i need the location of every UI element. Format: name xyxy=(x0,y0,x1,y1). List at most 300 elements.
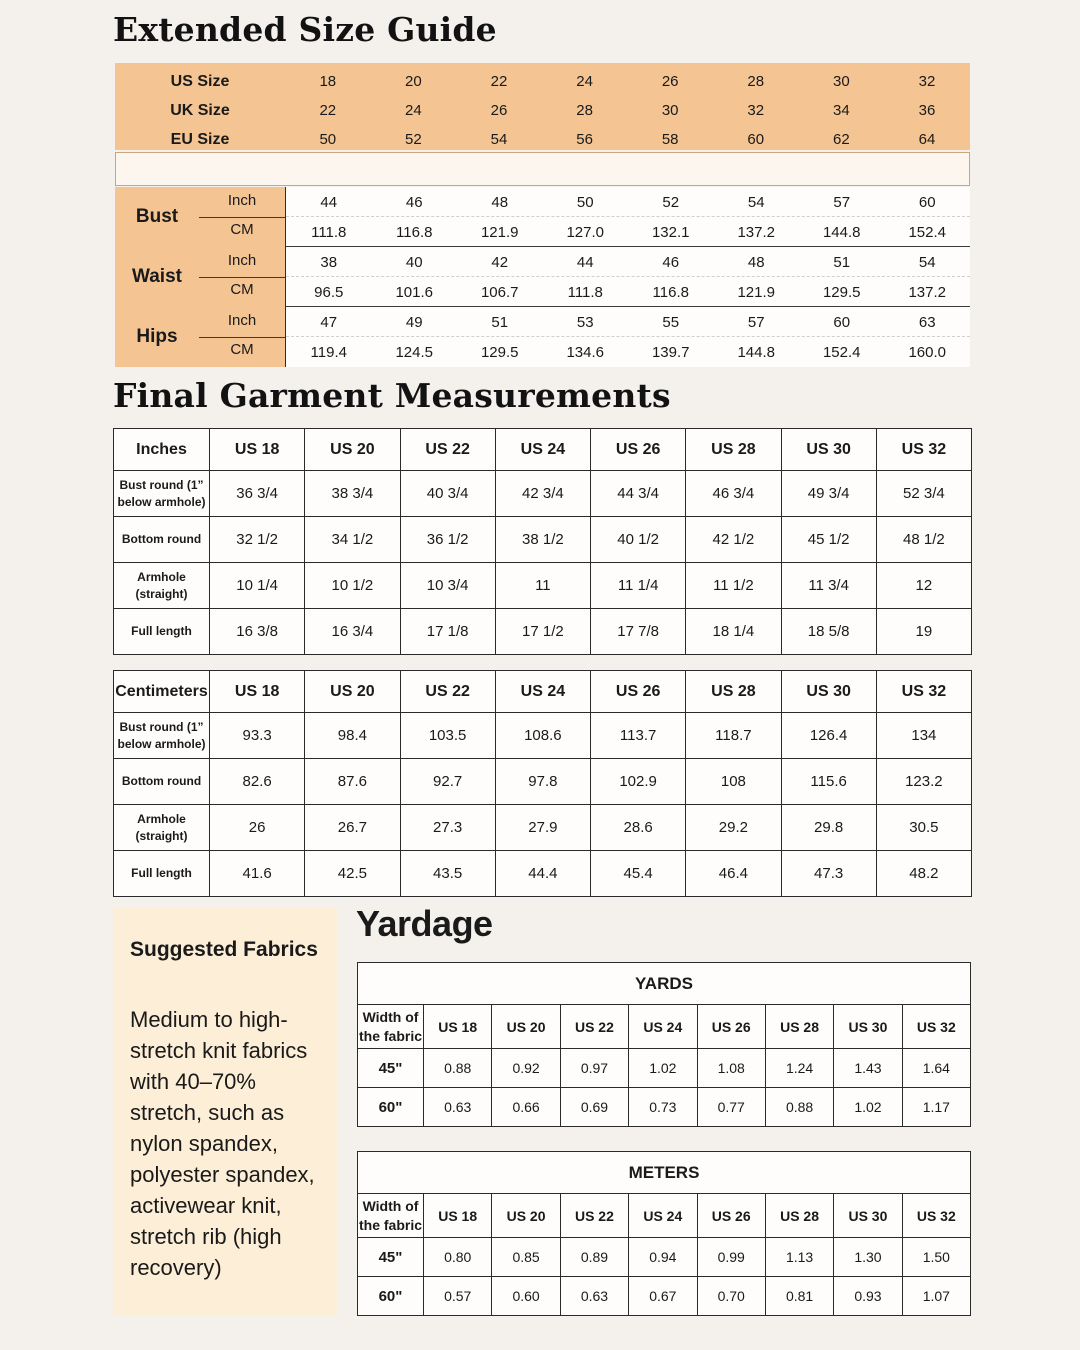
size-header: US 22 xyxy=(400,429,495,471)
header-row xyxy=(358,1194,971,1238)
measurement-cell: 27.9 xyxy=(495,805,590,851)
measurement-cell: 126.4 xyxy=(781,713,876,759)
measurement-cell: 44 3/4 xyxy=(591,471,686,517)
measurement-cell: 48 1/2 xyxy=(876,517,971,563)
measurement-cell: 34 1/2 xyxy=(305,517,400,563)
measurement-cell: 46.4 xyxy=(686,851,781,897)
measurement-cell: 10 1/4 xyxy=(210,563,305,609)
size-header: US 26 xyxy=(591,671,686,713)
row-label xyxy=(114,517,210,563)
yardage-cell: 0.85 xyxy=(492,1238,560,1277)
size-header: US 28 xyxy=(686,671,781,713)
yardage-cell: 1.64 xyxy=(902,1049,970,1088)
size-value: 30 xyxy=(661,102,679,119)
size-system-label: US Size xyxy=(170,72,230,90)
measurement-value: 54 xyxy=(747,193,765,211)
measurement-value: 111.8 xyxy=(311,223,347,241)
measurement-value: 48 xyxy=(491,193,509,211)
label-divider xyxy=(199,277,285,278)
yardage-cell: 1.13 xyxy=(765,1238,833,1277)
size-header: US 22 xyxy=(560,1005,628,1049)
measurement-cell: 18 5/8 xyxy=(781,609,876,655)
row-label xyxy=(114,713,210,759)
width-header-line2: the fabric xyxy=(358,1027,422,1044)
size-header: US 26 xyxy=(697,1194,765,1238)
unit-label-inch: Inch xyxy=(227,192,257,209)
size-header: US 18 xyxy=(424,1005,492,1049)
measurement-cell: 16 3/8 xyxy=(210,609,305,655)
measurement-cell: 10 1/2 xyxy=(305,563,400,609)
measurement-label-cell xyxy=(115,247,285,307)
fabric-width: 45" xyxy=(358,1238,424,1277)
yardage-cell: 0.97 xyxy=(560,1049,628,1088)
row-label xyxy=(114,759,210,805)
measurement-cell: 10 3/4 xyxy=(400,563,495,609)
measurement-cell: 36 3/4 xyxy=(210,471,305,517)
size-header: US 18 xyxy=(424,1194,492,1238)
table-row xyxy=(114,713,972,759)
measurement-value: 124.5 xyxy=(395,343,434,361)
measurement-value: 57 xyxy=(747,313,765,331)
yardage-cell: 1.17 xyxy=(902,1088,970,1127)
size-header: US 22 xyxy=(400,671,495,713)
measurement-cell: 11 1/4 xyxy=(591,563,686,609)
measurement-cell: 45 1/2 xyxy=(781,517,876,563)
yardage-cell: 0.57 xyxy=(424,1277,492,1316)
width-header xyxy=(358,1005,424,1049)
size-header: US 18 xyxy=(210,429,305,471)
size-guide-table xyxy=(115,63,970,367)
measurement-value: 96.5 xyxy=(314,283,344,301)
yardage-cell: 0.69 xyxy=(560,1088,628,1127)
measurement-value: 119.4 xyxy=(310,343,347,361)
body-measurements xyxy=(115,187,970,367)
size-value: 24 xyxy=(405,102,422,119)
measurement-cell: 44.4 xyxy=(495,851,590,897)
row-label-line2: below armhole) xyxy=(117,736,206,751)
measurement-cell: 102.9 xyxy=(591,759,686,805)
unit-label-inch: Inch xyxy=(227,312,257,329)
size-header: US 26 xyxy=(591,429,686,471)
measurement-cell: 40 3/4 xyxy=(400,471,495,517)
label-divider xyxy=(199,337,285,338)
measurement-cell: 47.3 xyxy=(781,851,876,897)
measurement-cell: 16 3/4 xyxy=(305,609,400,655)
measurement-cell: 32 1/2 xyxy=(210,517,305,563)
row-label-line1: Bottom round xyxy=(121,532,202,547)
garment-cm-table xyxy=(113,670,972,897)
measurement-value: 152.4 xyxy=(908,223,947,241)
measurement-value: 116.8 xyxy=(396,223,433,241)
measurement-cell: 36 1/2 xyxy=(400,517,495,563)
measurement-value: 46 xyxy=(662,253,680,271)
size-header: US 28 xyxy=(686,429,781,471)
table-row xyxy=(114,609,972,655)
measurement-value: 129.5 xyxy=(822,283,861,301)
yardage-cell: 0.60 xyxy=(492,1277,560,1316)
garment-inches-table xyxy=(113,428,972,655)
size-value: 34 xyxy=(833,102,850,119)
measurement-values xyxy=(285,307,970,367)
yardage-cell: 0.77 xyxy=(697,1088,765,1127)
yardage-title: Yardage xyxy=(356,903,493,944)
row-label-line2: below armhole) xyxy=(117,494,206,509)
measurement-cell: 26 xyxy=(210,805,305,851)
row-separator xyxy=(286,336,970,337)
measurement-value: 63 xyxy=(918,313,936,331)
measurement-value: 51 xyxy=(833,253,851,271)
size-header: US 20 xyxy=(305,671,400,713)
values-row-inch xyxy=(286,307,970,337)
header-row xyxy=(114,429,972,471)
size-value: 64 xyxy=(918,131,936,148)
measurement-cell: 29.2 xyxy=(686,805,781,851)
fabric-width: 60" xyxy=(358,1088,424,1127)
measurement-cell: 49 3/4 xyxy=(781,471,876,517)
measurement-value: 127.0 xyxy=(566,223,605,241)
size-value: 28 xyxy=(576,102,593,119)
size-header: US 32 xyxy=(876,429,971,471)
unit-label-cm: CM xyxy=(230,221,254,238)
table-row xyxy=(114,759,972,805)
measurement-value: 129.5 xyxy=(480,343,519,361)
measurement-value: 53 xyxy=(576,313,594,331)
size-value: 26 xyxy=(490,102,508,119)
table-row xyxy=(358,1277,971,1316)
row-label xyxy=(114,471,210,517)
measurement-value: 134.6 xyxy=(566,343,605,361)
size-value: 50 xyxy=(319,131,337,148)
measurement-value: 60 xyxy=(833,313,851,331)
row-label-line1: Armhole xyxy=(137,569,186,584)
size-header: US 28 xyxy=(765,1005,833,1049)
yardage-cell: 0.67 xyxy=(629,1277,697,1316)
table-caption: METERS xyxy=(358,1152,971,1194)
yardage-cell: 1.07 xyxy=(902,1277,970,1316)
meters-table xyxy=(357,1151,971,1316)
table-row xyxy=(114,805,972,851)
measurement-value: 121.9 xyxy=(737,283,776,301)
size-value: 28 xyxy=(747,73,765,90)
yardage-cell: 0.70 xyxy=(697,1277,765,1316)
size-value: 30 xyxy=(833,73,850,90)
measurement-name: Bust xyxy=(135,206,179,227)
measurement-cell: 41.6 xyxy=(210,851,305,897)
measurement-cell: 45.4 xyxy=(591,851,686,897)
yardage-cell: 0.80 xyxy=(424,1238,492,1277)
size-header: US 20 xyxy=(305,429,400,471)
yardage-cell: 1.02 xyxy=(834,1088,902,1127)
table-row xyxy=(114,471,972,517)
measurement-value: 42 xyxy=(491,253,509,271)
measurement-cell: 97.8 xyxy=(495,759,590,805)
measurement-value: 144.8 xyxy=(822,223,861,241)
header-row xyxy=(114,671,972,713)
size-header: US 20 xyxy=(492,1005,560,1049)
measurement-cell: 115.6 xyxy=(781,759,876,805)
yardage-cell: 0.94 xyxy=(629,1238,697,1277)
table-row xyxy=(358,1049,971,1088)
measurement-value: 47 xyxy=(320,313,338,331)
row-label xyxy=(114,805,210,851)
size-header: US 18 xyxy=(210,671,305,713)
size-header: US 20 xyxy=(492,1194,560,1238)
size-conversion-row xyxy=(115,96,970,125)
yardage-cell: 0.73 xyxy=(629,1088,697,1127)
measurement-value: 40 xyxy=(405,253,423,271)
measurement-cell: 30.5 xyxy=(876,805,971,851)
yardage-cell: 1.43 xyxy=(834,1049,902,1088)
yardage-cell: 1.24 xyxy=(765,1049,833,1088)
yardage-cell: 0.88 xyxy=(765,1088,833,1127)
measurement-cell: 11 1/2 xyxy=(686,563,781,609)
measurement-cell: 123.2 xyxy=(876,759,971,805)
measurement-cell: 92.7 xyxy=(400,759,495,805)
measurement-value: 57 xyxy=(833,193,851,211)
yardage-cell: 1.08 xyxy=(697,1049,765,1088)
yardage-cell: 1.50 xyxy=(902,1238,970,1277)
values-row-cm xyxy=(286,337,970,367)
size-value: 56 xyxy=(576,131,593,148)
measurement-cell: 38 1/2 xyxy=(495,517,590,563)
measurement-cell: 48.2 xyxy=(876,851,971,897)
measurement-group-bust xyxy=(115,187,970,247)
size-value: 36 xyxy=(918,102,936,119)
measurement-cell: 42 3/4 xyxy=(495,471,590,517)
yards-table xyxy=(357,962,971,1127)
measurement-cell: 82.6 xyxy=(210,759,305,805)
measurement-cell: 103.5 xyxy=(400,713,495,759)
measurement-value: 51 xyxy=(491,313,509,331)
measurement-cell: 113.7 xyxy=(591,713,686,759)
measurement-label-cell xyxy=(115,307,285,367)
unit-header: Inches xyxy=(114,429,210,471)
suggested-fabrics-title: Suggested Fabrics xyxy=(130,938,318,961)
measurement-cell: 27.3 xyxy=(400,805,495,851)
values-row-inch xyxy=(286,247,970,277)
measurement-group-hips xyxy=(115,307,970,367)
size-system-label: EU Size xyxy=(170,130,230,148)
measurement-cell: 29.8 xyxy=(781,805,876,851)
measurement-cell: 17 1/2 xyxy=(495,609,590,655)
measurement-value: 54 xyxy=(918,253,936,271)
measurement-cell: 11 3/4 xyxy=(781,563,876,609)
size-value: 52 xyxy=(405,131,422,148)
measurement-cell: 40 1/2 xyxy=(591,517,686,563)
header-row xyxy=(358,1005,971,1049)
yardage-cell: 0.66 xyxy=(492,1088,560,1127)
measurement-value: 52 xyxy=(662,193,680,211)
yardage-cell: 1.02 xyxy=(629,1049,697,1088)
width-header-line1: Width of xyxy=(362,1009,419,1026)
size-value: 22 xyxy=(490,73,508,90)
row-label xyxy=(114,563,210,609)
values-row-cm xyxy=(286,277,970,307)
table-row xyxy=(358,1238,971,1277)
yardage-cell: 0.88 xyxy=(424,1049,492,1088)
row-label-line1: Armhole xyxy=(137,811,186,826)
measurement-name: Waist xyxy=(132,266,182,287)
measurement-cell: 11 xyxy=(495,563,590,609)
caption-row xyxy=(358,1152,971,1194)
measurement-cell: 19 xyxy=(876,609,971,655)
fabric-width: 60" xyxy=(358,1277,424,1316)
label-divider xyxy=(199,217,285,218)
size-value: 24 xyxy=(576,73,593,90)
unit-header: Centimeters xyxy=(114,671,210,713)
measurement-value: 44 xyxy=(320,193,338,211)
size-header: US 28 xyxy=(765,1194,833,1238)
table-row xyxy=(114,851,972,897)
measurement-cell: 87.6 xyxy=(305,759,400,805)
fabric-width: 45" xyxy=(358,1049,424,1088)
measurement-value: 44 xyxy=(576,253,594,271)
size-header: US 24 xyxy=(629,1005,697,1049)
size-value: 54 xyxy=(490,131,508,148)
row-label xyxy=(114,851,210,897)
measurement-cell: 42.5 xyxy=(305,851,400,897)
size-value: 26 xyxy=(661,73,679,90)
measurement-cell: 93.3 xyxy=(210,713,305,759)
suggested-fabrics-panel xyxy=(113,908,337,1316)
measurement-cell: 18 1/4 xyxy=(686,609,781,655)
row-label-line1: Full length xyxy=(131,624,192,639)
measurement-cell: 108 xyxy=(686,759,781,805)
size-value: 58 xyxy=(661,131,679,148)
unit-label-inch: Inch xyxy=(227,252,257,269)
measurement-value: 144.8 xyxy=(737,343,776,361)
measurement-cell: 43.5 xyxy=(400,851,495,897)
measurement-group-waist xyxy=(115,247,970,307)
measurement-cell: 42 1/2 xyxy=(686,517,781,563)
size-value: 32 xyxy=(918,73,936,90)
measurement-values xyxy=(285,247,970,307)
measurement-value: 49 xyxy=(405,313,423,331)
size-header: US 32 xyxy=(876,671,971,713)
row-label-line1: Bust round (1” xyxy=(119,719,204,734)
measurement-value: 137.2 xyxy=(737,223,776,241)
size-header: US 26 xyxy=(697,1005,765,1049)
unit-label-cm: CM xyxy=(230,281,254,298)
measurement-value: 55 xyxy=(662,313,680,331)
measurement-label-cell xyxy=(115,187,285,247)
yardage-cell: 0.89 xyxy=(560,1238,628,1277)
measurement-cell: 118.7 xyxy=(686,713,781,759)
row-separator xyxy=(286,216,970,217)
measurement-cell: 46 3/4 xyxy=(686,471,781,517)
final-garment-measurements-title: Final Garment Measurements xyxy=(113,376,671,415)
measurement-value: 48 xyxy=(747,253,765,271)
measurement-name: Hips xyxy=(136,326,178,347)
measurement-value: 139.7 xyxy=(651,343,690,361)
measurement-cell: 28.6 xyxy=(591,805,686,851)
measurement-values xyxy=(285,187,970,247)
measurement-cell: 26.7 xyxy=(305,805,400,851)
size-header: US 30 xyxy=(781,429,876,471)
yardage-cell: 0.93 xyxy=(834,1277,902,1316)
size-header: US 30 xyxy=(781,671,876,713)
measurement-value: 50 xyxy=(576,193,594,211)
measurement-cell: 108.6 xyxy=(495,713,590,759)
table-row xyxy=(358,1088,971,1127)
size-conversion-row xyxy=(115,67,970,96)
measurement-cell: 98.4 xyxy=(305,713,400,759)
row-label-line1: Full length xyxy=(131,866,192,881)
size-header: US 30 xyxy=(834,1194,902,1238)
width-header xyxy=(358,1194,424,1238)
yardage-cell: 0.63 xyxy=(560,1277,628,1316)
size-value: 60 xyxy=(747,131,765,148)
yardage-cell: 1.30 xyxy=(834,1238,902,1277)
row-label-line1: Bottom round xyxy=(121,774,202,789)
values-row-cm xyxy=(286,217,970,247)
measurement-cell: 17 7/8 xyxy=(591,609,686,655)
extended-size-guide-title: Extended Size Guide xyxy=(113,10,497,49)
yardage-cell: 0.81 xyxy=(765,1277,833,1316)
measurement-value: 111.8 xyxy=(567,283,603,301)
row-label xyxy=(114,609,210,655)
size-header: US 24 xyxy=(629,1194,697,1238)
suggested-fabrics-text: Medium to high-stretch knit fabrics with 40–70% stretch, such as nylon spandex, polyester spandex, activewear knit, stretch rib (high recovery) xyxy=(130,1007,315,1280)
size-header: US 22 xyxy=(560,1194,628,1238)
measurement-cell: 38 3/4 xyxy=(305,471,400,517)
yardage-cell: 0.99 xyxy=(697,1238,765,1277)
measurement-value: 152.4 xyxy=(822,343,861,361)
measurement-cell: 52 3/4 xyxy=(876,471,971,517)
measurement-value: 121.9 xyxy=(480,223,519,241)
size-header: US 32 xyxy=(902,1005,970,1049)
row-label-line2: (straight) xyxy=(135,828,188,843)
yardage-cell: 0.63 xyxy=(424,1088,492,1127)
measurement-value: 60 xyxy=(918,193,936,211)
size-conversion-row xyxy=(115,125,970,154)
size-value: 22 xyxy=(319,102,337,119)
yardage-cell: 0.92 xyxy=(492,1049,560,1088)
table-row xyxy=(114,517,972,563)
table-caption: YARDS xyxy=(358,963,971,1005)
row-label-line1: Bust round (1” xyxy=(119,477,204,492)
size-value: 18 xyxy=(319,73,337,90)
measurement-cell: 17 1/8 xyxy=(400,609,495,655)
measurement-cell: 134 xyxy=(876,713,971,759)
measurement-value: 106.7 xyxy=(480,283,519,301)
measurement-value: 116.8 xyxy=(652,283,689,301)
caption-row xyxy=(358,963,971,1005)
size-header: US 24 xyxy=(495,429,590,471)
size-header: US 24 xyxy=(495,671,590,713)
size-value: 20 xyxy=(405,73,422,90)
size-system-label: UK Size xyxy=(170,101,230,119)
size-conversion-header xyxy=(115,63,970,150)
measurement-value: 46 xyxy=(405,193,423,211)
width-header-line1: Width of xyxy=(362,1198,419,1215)
measurement-value: 160.0 xyxy=(908,343,947,361)
measurement-value: 137.2 xyxy=(908,283,947,301)
row-label-line2: (straight) xyxy=(135,586,188,601)
measurement-value: 38 xyxy=(320,253,338,271)
row-separator xyxy=(286,276,970,277)
size-header: US 30 xyxy=(834,1005,902,1049)
measurement-cell: 12 xyxy=(876,563,971,609)
width-header-line2: the fabric xyxy=(358,1216,422,1233)
measurement-value: 132.1 xyxy=(651,223,690,241)
size-value: 32 xyxy=(747,102,765,119)
size-value: 62 xyxy=(833,131,850,148)
unit-label-cm: CM xyxy=(230,341,254,358)
size-guide-spacer xyxy=(115,152,970,186)
measurement-value: 101.6 xyxy=(395,283,434,301)
table-row xyxy=(114,563,972,609)
